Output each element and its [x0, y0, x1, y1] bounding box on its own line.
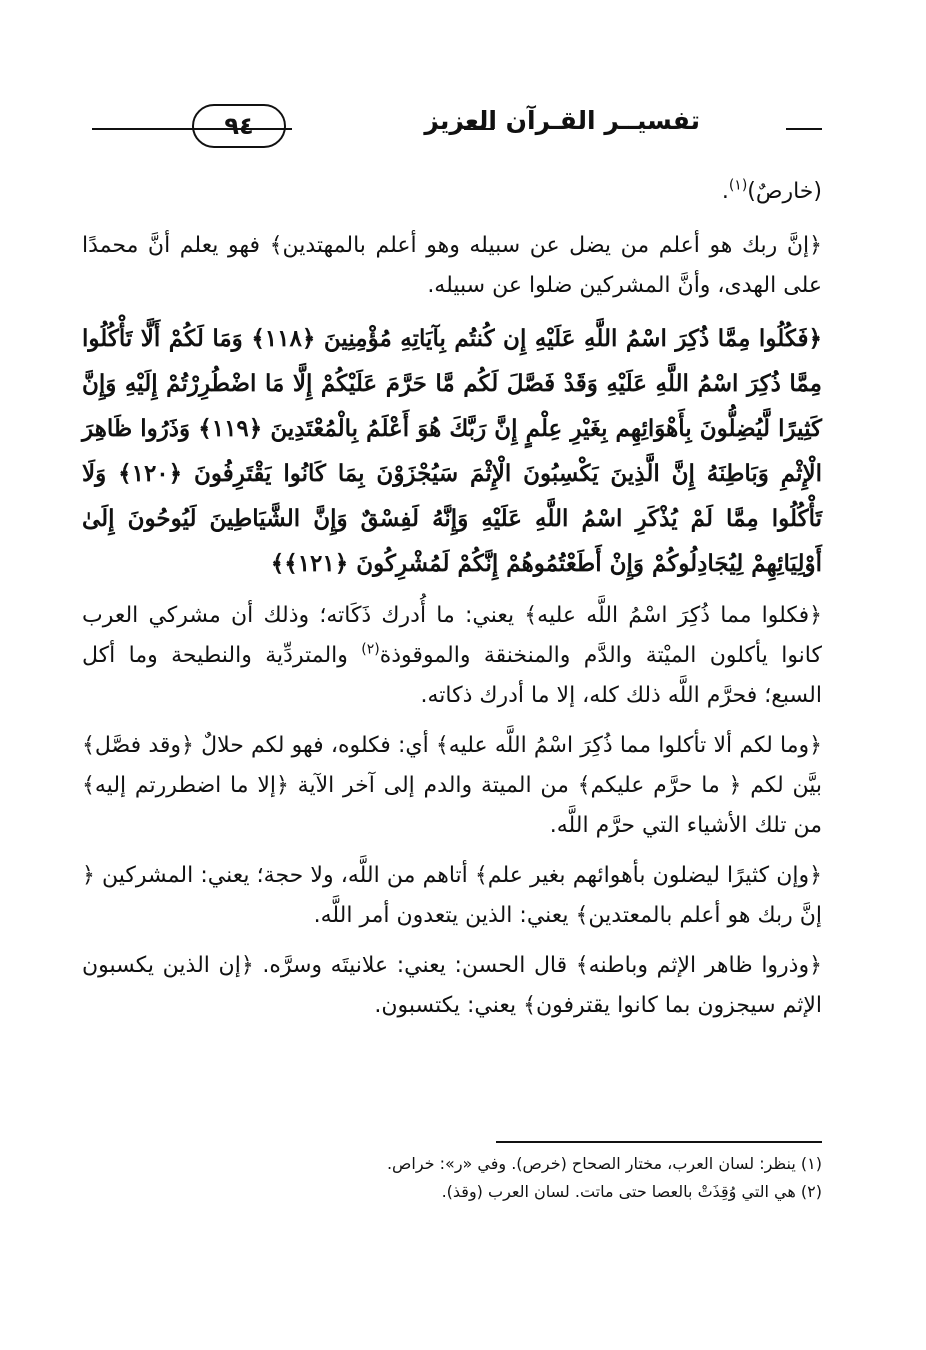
page-number: ٩٤	[192, 104, 286, 148]
commentary-2-part-a: ﴿فكلوا مما ذُكِرَ اسْمُ اللَّه عليه﴾ يعني: ما أُدرك ذَكَاته؛ وذلك أن مشركي العرب كانوا يأكلون الميْتة والدَّم والمنخنقة والموقوذة	[82, 603, 822, 668]
footnotes	[82, 1150, 822, 1206]
continued-word: (خارصٌ)	[747, 179, 822, 204]
page-header	[92, 104, 822, 148]
commentary-paragraph-4: ﴿وإن كثيرًا ليضلون بأهوائهم بغير علم﴾ أتاهم من اللَّه، ولا حجة؛ يعني: المشركين ﴿ إنَّ ربك هو أعلم بالمعتدين﴾ يعني: الذين يتعدون أمر اللَّه.	[82, 863, 822, 928]
commentary-paragraph-3: ﴿وما لكم ألا تأكلوا مما ذُكِرَ اسْمُ اللَّه عليه﴾ أي: فكلوه، فهو لكم حلالٌ ﴿وقد فصَّل﴾ بيَّن لكم ﴿ ما حرَّم عليكم﴾ من الميتة والدم إلى آخر الآية ﴿إلا ما اضطررتم إليه﴾ من تلك الأشياء التي حرَّم اللَّه.	[82, 733, 822, 838]
paragraph-continuation	[82, 172, 822, 212]
footnote-ref-2: (٢)	[361, 641, 380, 658]
header-rule-right	[786, 128, 822, 130]
commentary-paragraph-5: ﴿وذروا ظاهر الإثم وباطنه﴾ قال الحسن: يعني: علانيتَه وسرَّه. ﴿إن الذين يكسبون الإثم سيجزون بما كانوا يقترفون﴾ يعني: يكتسبون.	[82, 953, 822, 1018]
commentary-2-part-b: والمتردِّية والنطيحة وما أكل السبع؛ فحرَّم اللَّه ذلك كله، إلا ما أدرك ذكاته.	[82, 643, 822, 708]
main-text	[82, 172, 822, 1036]
footnote-2: (٢) هي التي وُقِذَتْ بالعصا حتى ماتت. لسان العرب (وقذ).	[441, 1182, 822, 1201]
footnote-ref-1: (١)	[728, 177, 748, 194]
commentary-paragraph-2	[82, 596, 822, 716]
commentary-paragraph-1: ﴿إنَّ ربك هو أعلم من يضل عن سبيله وهو أعلم بالمهتدين﴾ فهو يعلم أنَّ محمدًا على الهدى، وأنَّ المشركين ضلوا عن سبيله.	[82, 233, 822, 298]
running-title: تفسيــر القـرآن العزيز	[424, 106, 700, 135]
continued-word-end: .	[721, 179, 729, 204]
footnote-separator	[496, 1141, 822, 1143]
footnote-1: (١) ينظر: لسان العرب، مختار الصحاح (خرص). وفي «ر»: خراص.	[386, 1154, 822, 1173]
quran-verses-block: ﴿فَكُلُوا مِمَّا ذُكِرَ اسْمُ اللَّهِ عَلَيْهِ إِن كُنتُم بِآيَاتِهِ مُؤْمِنِينَ ﴿١١٨﴾ وَمَا لَكُمْ أَلَّا تَأْكُلُوا مِمَّا ذُكِرَ اسْمُ اللَّهِ عَلَيْهِ وَقَدْ فَصَّلَ لَكُم مَّا حَرَّمَ عَلَيْكُمْ إِلَّا مَا اضْطُرِرْتُمْ إِلَيْهِ وَإِنَّ كَثِيرًا لَّيُضِلُّونَ بِأَهْوَائِهِم بِغَيْرِ عِلْمٍ إِنَّ رَبَّكَ هُوَ أَعْلَمُ بِالْمُعْتَدِينَ ﴿١١٩﴾ وَذَرُوا ظَاهِرَ الْإِثْمِ وَبَاطِنَهُ إِنَّ الَّذِينَ يَكْسِبُونَ الْإِثْمَ سَيُجْزَوْنَ بِمَا كَانُوا يَقْتَرِفُونَ ﴿١٢٠﴾ وَلَا تَأْكُلُوا مِمَّا لَمْ يُذْكَرِ اسْمُ اللَّهِ عَلَيْهِ وَإِنَّهُ لَفِسْقٌ وَإِنَّ الشَّيَاطِينَ لَيُوحُونَ إِلَىٰ أَوْلِيَائِهِمْ لِيُجَادِلُوكُمْ وَإِنْ أَطَعْتُمُوهُمْ إِنَّكُمْ لَمُشْرِكُونَ ﴿١٢١﴾﴾	[82, 325, 823, 577]
